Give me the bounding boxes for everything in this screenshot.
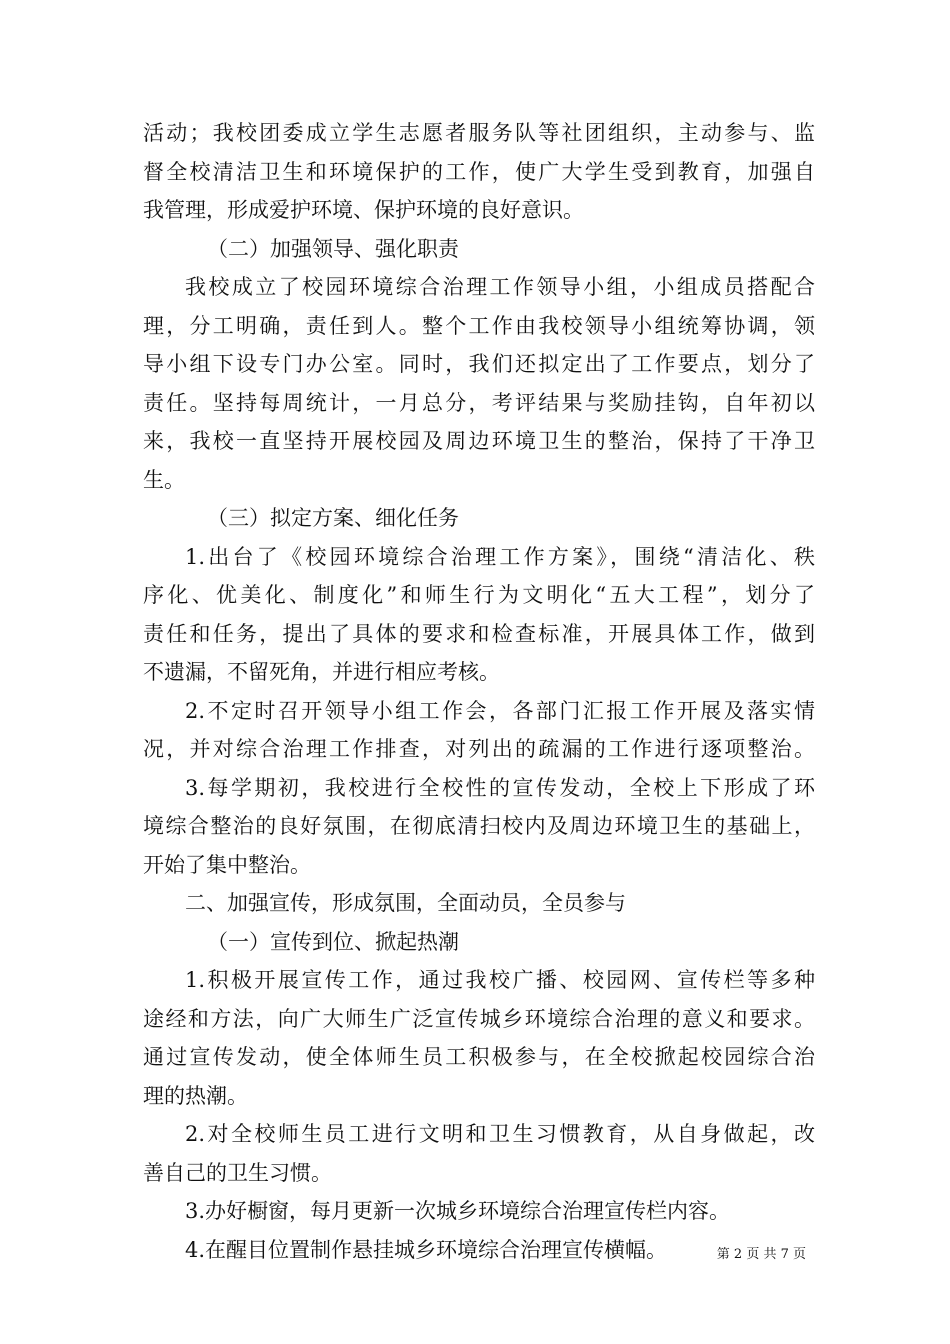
body-text-line: 通过宣传发动，使全体师生员工积极参与，在全校掀起校园综合治 (143, 1045, 815, 1069)
body-text-line: 不遗漏，不留死角，并进行相应考核。 (143, 660, 500, 684)
body-text-line: 2.不定时召开领导小组工作会，各部门汇报工作开展及落实情 (185, 698, 815, 723)
body-text-line: 开始了集中整治。 (143, 852, 311, 877)
body-text-line: 生。 (143, 467, 185, 492)
body-text-line: 责任和任务，提出了具体的要求和检查标准，开展具体工作，做到 (143, 621, 815, 646)
body-text-line: 况，并对综合治理工作排查，对列出的疏漏的工作进行逐项整治。 (143, 737, 815, 761)
body-text-line: 序化、优美化、制度化”和师生行为文明化“五大工程”，划分了 (143, 583, 815, 607)
body-text-line: 我管理，形成爱护环境、保护环境的良好意识。 (143, 198, 584, 222)
body-text-line: 途经和方法，向广大师生广泛宣传城乡环境综合治理的意义和要求。 (143, 1006, 815, 1031)
body-text-line: 3.每学期初，我校进行全校性的宣传发动，全校上下形成了环 (185, 775, 815, 800)
document-body (143, 114, 815, 1269)
body-text-line: 责任。坚持每周统计，一月总分，考评结果与奖励挂钩，自年初以 (143, 390, 815, 415)
page-number-footer: 第 2 页 共 7 页 (716, 1247, 806, 1262)
body-text-line: 2.对全校师生员工进行文明和卫生习惯教育，从自身做起，改 (185, 1122, 815, 1146)
body-text-line: 1.积极开展宣传工作，通过我校广播、校园网、宣传栏等多种 (185, 968, 815, 992)
body-text-line: 善自己的卫生习惯。 (143, 1160, 332, 1185)
body-text-line: 4.在醒目位置制作悬挂城乡环境综合治理宣传横幅。 (185, 1237, 668, 1262)
section-subheading: （三）拟定方案、细化任务 (207, 506, 459, 530)
body-text-line: 1.出台了《校园环境综合治理工作方案》，围绕“清洁化、秩 (185, 544, 815, 569)
section-subheading: （一）宣传到位、掀起热潮 (207, 929, 459, 954)
body-text-line: 我校成立了校园环境综合治理工作领导小组，小组成员搭配合 (185, 275, 815, 299)
body-text-line: 境综合整治的良好氛围，在彻底清扫校内及周边环境卫生的基础上， (143, 814, 815, 838)
body-text-line: 理的热潮。 (143, 1083, 248, 1108)
section-heading: 二、加强宣传，形成氛围，全面动员，全员参与 (185, 891, 626, 915)
body-text-line: 活动；我校团委成立学生志愿者服务队等社团组织，主动参与、监 (143, 121, 815, 145)
body-text-line: 3.办好橱窗，每月更新一次城乡环境综合治理宣传栏内容。 (185, 1199, 731, 1223)
body-text-line: 理，分工明确，责任到人。整个工作由我校领导小组统筹协调，领 (143, 313, 815, 338)
body-text-line: 来，我校一直坚持开展校园及周边环境卫生的整治，保持了干净卫 (143, 429, 815, 453)
section-subheading: （二）加强领导、强化职责 (207, 236, 459, 261)
body-text-line: 导小组下设专门办公室。同时，我们还拟定出了工作要点，划分了 (143, 352, 815, 376)
body-text-line: 督全校清洁卫生和环境保护的工作，使广大学生受到教育，加强自 (143, 159, 815, 184)
